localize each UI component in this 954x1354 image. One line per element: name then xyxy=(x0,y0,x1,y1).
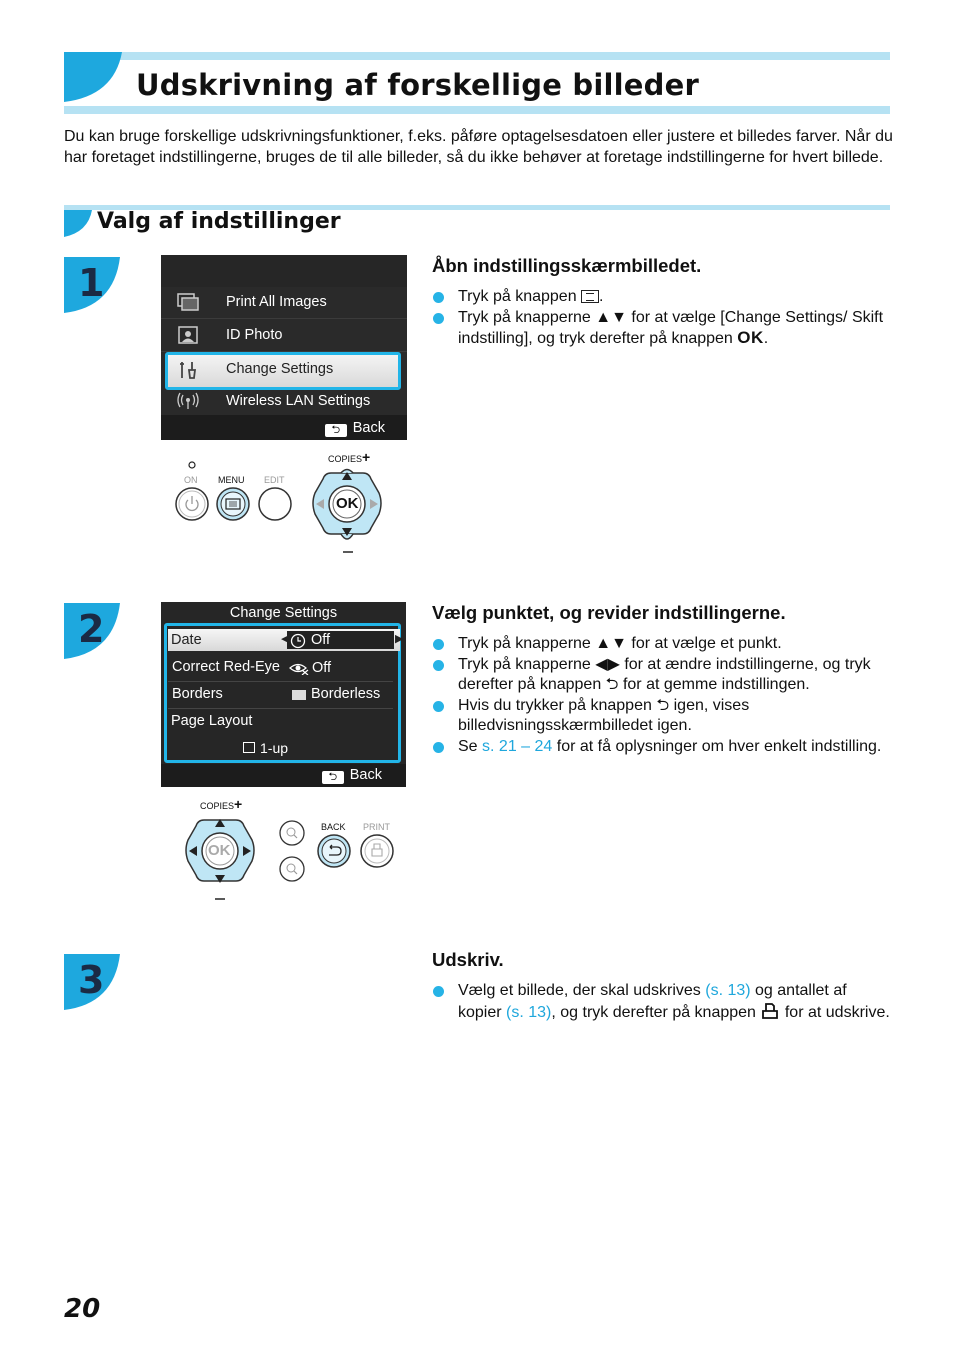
setting-row-borders[interactable]: Borders Borderless xyxy=(168,682,393,709)
screen-title: Change Settings xyxy=(229,605,338,621)
step-3-bullets xyxy=(432,981,892,1023)
change-settings-screen xyxy=(161,602,406,787)
setting-row-page-layout[interactable]: Page Layout 1-up xyxy=(171,713,289,756)
section-corner-tab xyxy=(64,210,92,237)
step-2-heading: Vælg punktet, og revider indstillingerne. xyxy=(432,602,786,623)
print-button-icon xyxy=(760,1002,780,1020)
on-label: ON xyxy=(184,475,198,485)
arrow-left-icon: ◀ xyxy=(281,633,290,645)
borderless-icon xyxy=(292,690,306,700)
step-1-heading: Åbn indstillingsskærmbilledet. xyxy=(432,255,702,276)
step-3-number: 3 xyxy=(64,954,120,1010)
date-icon xyxy=(290,633,306,649)
back-hint: ⮌ Back xyxy=(325,420,385,437)
images-icon xyxy=(176,292,200,312)
step-1-bullet-1: Tryk på knappen . xyxy=(432,287,892,308)
back-icon: ⮌ xyxy=(322,771,344,784)
menu-item-print-all[interactable]: Print All Images xyxy=(161,287,407,319)
step-1-number: 1 xyxy=(64,257,120,313)
layout-icon xyxy=(243,742,255,753)
step-2-bullet-1: Tryk på knapperne ▲▼ for at vælge et punkt. xyxy=(432,634,892,655)
back-button-icon: ⮌ xyxy=(656,696,670,714)
step-2-bullet-3: Hvis du trykker på knappen ⮌ igen, vises billedvisningsskærmbilledet igen. xyxy=(432,696,892,737)
menu-button-icon xyxy=(581,290,599,303)
copies-label-2: COPIES+ xyxy=(200,796,243,812)
back-icon: ⮌ xyxy=(325,424,347,437)
ok-button-2[interactable]: OK xyxy=(208,842,231,859)
step-2-number: 2 xyxy=(64,603,120,659)
menu-item-id-photo[interactable]: ID Photo xyxy=(161,320,407,352)
title-corner-tab xyxy=(64,52,122,102)
arrow-right-icon: ▶ xyxy=(395,633,404,645)
back-button-icon: ⮌ xyxy=(605,676,619,693)
page-number: 20 xyxy=(64,1294,101,1324)
edit-label: EDIT xyxy=(264,475,285,485)
menu-item-wireless[interactable]: Wireless LAN Settings xyxy=(161,386,407,418)
red-eye-icon xyxy=(289,661,309,675)
step-2-bullet-4: Se s. 21 – 24 for at få oplysninger om hver enkelt indstilling. xyxy=(432,737,892,758)
back-label: BACK xyxy=(321,822,346,832)
step-3-heading: Udskriv. xyxy=(432,949,504,970)
step-2-bullet-2: Tryk på knapperne ◀▶ for at ændre indstillingerne, og tryk derefter på knappen ⮌ for at gemme indstillingen. xyxy=(432,655,892,696)
step-1-bullets xyxy=(432,287,892,350)
menu-screen xyxy=(161,255,407,440)
title-top-band xyxy=(64,52,890,60)
step-3-bullet-1: Vælg et billede, der skal udskrives (s. 13) og antallet af kopier (s. 13), og tryk derefter på knappen for at udskrive. xyxy=(432,981,892,1023)
setting-row-date[interactable]: Date Off ◀ ▶ xyxy=(168,629,400,651)
tools-icon xyxy=(176,360,200,380)
wireless-icon xyxy=(176,391,200,411)
ok-button[interactable]: OK xyxy=(336,495,359,512)
menu-item-change-settings[interactable]: Change Settings xyxy=(165,352,401,390)
id-photo-icon xyxy=(176,325,200,345)
copies-label: COPIES+ xyxy=(328,449,371,465)
step-1-bullet-2: Tryk på knapperne ▲▼ for at vælge [Change Settings/ Skift indstilling], og tryk derefter på knappen OK. xyxy=(432,308,892,350)
print-label: PRINT xyxy=(363,822,390,832)
back-hint-2: ⮌ Back xyxy=(322,767,382,784)
step-2-bullets xyxy=(432,634,892,757)
section-title: Valg af indstillinger xyxy=(97,209,341,234)
page-ref-link-2[interactable]: (s. 13) xyxy=(506,1003,552,1021)
page-title: Udskrivning af forskellige billeder xyxy=(136,68,699,102)
intro-paragraph: Du kan bruge forskellige udskrivningsfunktioner, f.eks. påføre optagelsesdatoen eller justere et billedes farver. Når du har foretaget indstillingerne, bruges de til alle billeder, så du ikke behøver at foretage indstillingerne for hvert billede. xyxy=(64,128,893,166)
menu-label: MENU xyxy=(218,475,245,485)
page-ref-link-1[interactable]: (s. 13) xyxy=(705,982,751,999)
setting-row-redeye[interactable]: Correct Red-Eye Off xyxy=(168,655,393,682)
title-bottom-band xyxy=(64,106,890,114)
page-ref-link[interactable]: s. 21 – 24 xyxy=(482,737,553,755)
